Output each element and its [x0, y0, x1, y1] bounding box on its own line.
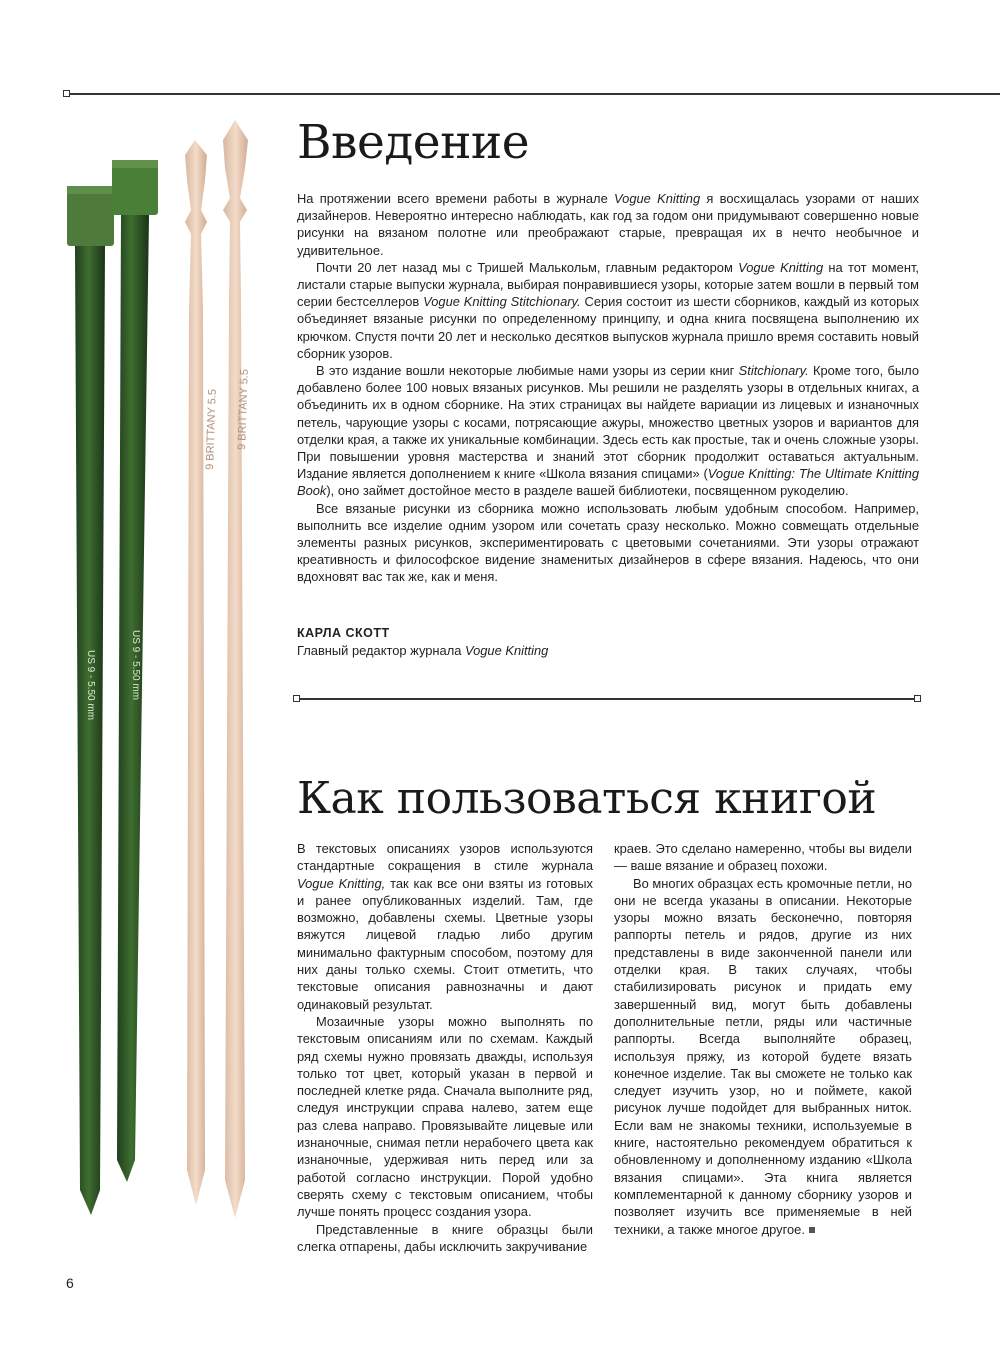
wood-needle-left [185, 140, 219, 1205]
wood-needle-left-label: 9 BRITTANY 5.5 [204, 388, 219, 471]
end-mark-icon [809, 1227, 815, 1233]
green-needle-right-label: US 9 - 5.50 mm [130, 630, 141, 701]
wood-needle-right-label: 9 BRITTANY 5.5 [236, 368, 251, 451]
howto-paragraph-5: Во многих образцах есть кромочные петли, но они не всегда указаны в описании. Некоторые узоры можно вязать бесконечно, повторяя раппорты петель и рядов, другие из них представлены в виде законченной панели или отделки края. В таких случаях, чтобы стабилизировать рисунок и придать ему завершенный вид, могут быть добавлены дополнительные петли, ряды или частичные раппорты. Всегда выполняйте образец, используя пряжу, из которой будете вязать конечное изделие. Так вы сможете не только как следует изучить узор, но и поймете, какой рисунок лучше подойдет для выбранных ниток. Если вам не знакомы техники, используемые в книге, настоятельно рекомендуем обратиться к обновленному и дополненному изданию «Школа вязания спицами». Эта книга является комплементарной к данному сборнику узоров и позволяет изучить все применяемые в ней техники, а также многое другое. [614, 875, 912, 1237]
intro-paragraph-2: Почти 20 лет назад мы с Тришей Малькольм, главным редактором Vogue Knitting на тот момент, листали старые выпуски журнала, выбирая понравившиеся узоры, которые затем вошли в первый том серии бестселлеров Vogue Knitting Stitchionary. Серия состоит из шести сборников, каждый из которых объединяет вязаные рисунки по определенному принципу, и одна книга посвящена выполнению их крючком. Спустя почти 20 лет и несколько десятков выпусков журнала пришло время составить новый сборник узоров. [297, 259, 920, 361]
howto-title: Как пользоваться книгой [297, 773, 877, 824]
intro-paragraph-1: На протяжении всего времени работы в журнале Vogue Knitting я восхищалась узорами от наших дизайнеров. Невероятно интересно наблюдать, как год за годом они придумывают совершенно новые рисунки на вязаном полотне или преображают старые, превращая их в нечто необычное и удивительное. [297, 191, 919, 258]
howto-paragraph-2: Мозаичные узоры можно выполнять по текстовым описаниям или по схемам. Каждый ряд схемы нужно провязать дважды, используя только тот цвет, который указан в первой и последней клетке ряда. Сначала выполните ряд, следуя инструкции справа налево, затем еще раз слева направо. Провязывайте лицевые или изнаночные, снимая петли нерабочего цвета как изнаночные, удерживая нить перед или за работой согласно инструкции. Порой удобно сверять схему с текстовым описанием, чтобы лучше понять процесс создания узора. [297, 1013, 593, 1220]
green-needle-left [67, 186, 114, 1215]
howto-paragraph-4: краев. Это сделано намеренно, чтобы вы видели — ваше вязание и образец похожи. [614, 841, 912, 874]
signature [297, 625, 897, 660]
wood-needle-right [223, 120, 251, 1218]
section-divider [297, 698, 917, 700]
howto-paragraph-1: В текстовых описаниях узоров используются стандартные сокращения в стиле журнала Vogue Knitting, так как все они взяты из готовых и ранее опубликованных изделий. Там, где возможно, добавлены схемы. Цветные узоры вяжутся лицевой гладью либо другим минимально фактурным способом, поэтому для них даны только схемы. Стоит отметить, что текстовые описания равнозначны и дают одинаковый результат. [297, 841, 593, 1012]
page-number: 6 [66, 1275, 74, 1291]
signature-name: КАРЛА СКОТТ [297, 626, 390, 640]
top-rule [66, 93, 1000, 95]
howto-column-right [614, 840, 912, 1238]
green-needle-left-label: US 9 - 5.50 mm [85, 650, 96, 721]
intro-paragraph-4: Все вязаные рисунки из сборника можно использовать любым удобным способом. Например, выполнить все изделие одним узором или сочетать сразу несколько. Можно совмещать отдельные элементы разных рисунков, экспериментировать с цветовыми сочетаниями. Эти узоры отражают креативность и философское видение знаменитых дизайнеров в сфере вязания. Надеюсь, что они вдохновят вас так же, как и меня. [297, 500, 919, 585]
signature-role: Главный редактор журнала Vogue Knitting [297, 643, 549, 658]
knitting-needles-image [55, 110, 275, 1220]
howto-paragraph-3: Представленные в книге образцы были слегка отпарены, дабы исключить закручивание [297, 1221, 593, 1254]
intro-title: Введение [297, 115, 530, 170]
howto-column-left [297, 840, 593, 1255]
intro-text [297, 190, 919, 586]
intro-paragraph-3: В это издание вошли некоторые любимые нами узоры из серии книг Stitchionary. Кроме того, было добавлено более 100 новых вязаных рисунков. Мы решили не разделять узоры в отдельных книгах, а объединить их в одном сборнике. На этих страницах вы найдете вариации из лицевых и изнаночных петель, чарующие узоры с косами, потрясающие ажуры, множество цветных узоров и вариантов для отделки края, а также их уникальные комбинации. Здесь есть как простые, так и очень сложные узоры. При повышении уровня мастерства и знаний этот сборник продолжит оставаться актуальным. Издание является дополнением к книге «Школа вязания спицами» (Vogue Knitting: The Ultimate Knitting Book), оно займет достойное место в разделе вашей библиотеки, посвященном рукоделию. [297, 363, 920, 499]
green-needle-right [112, 160, 158, 1182]
